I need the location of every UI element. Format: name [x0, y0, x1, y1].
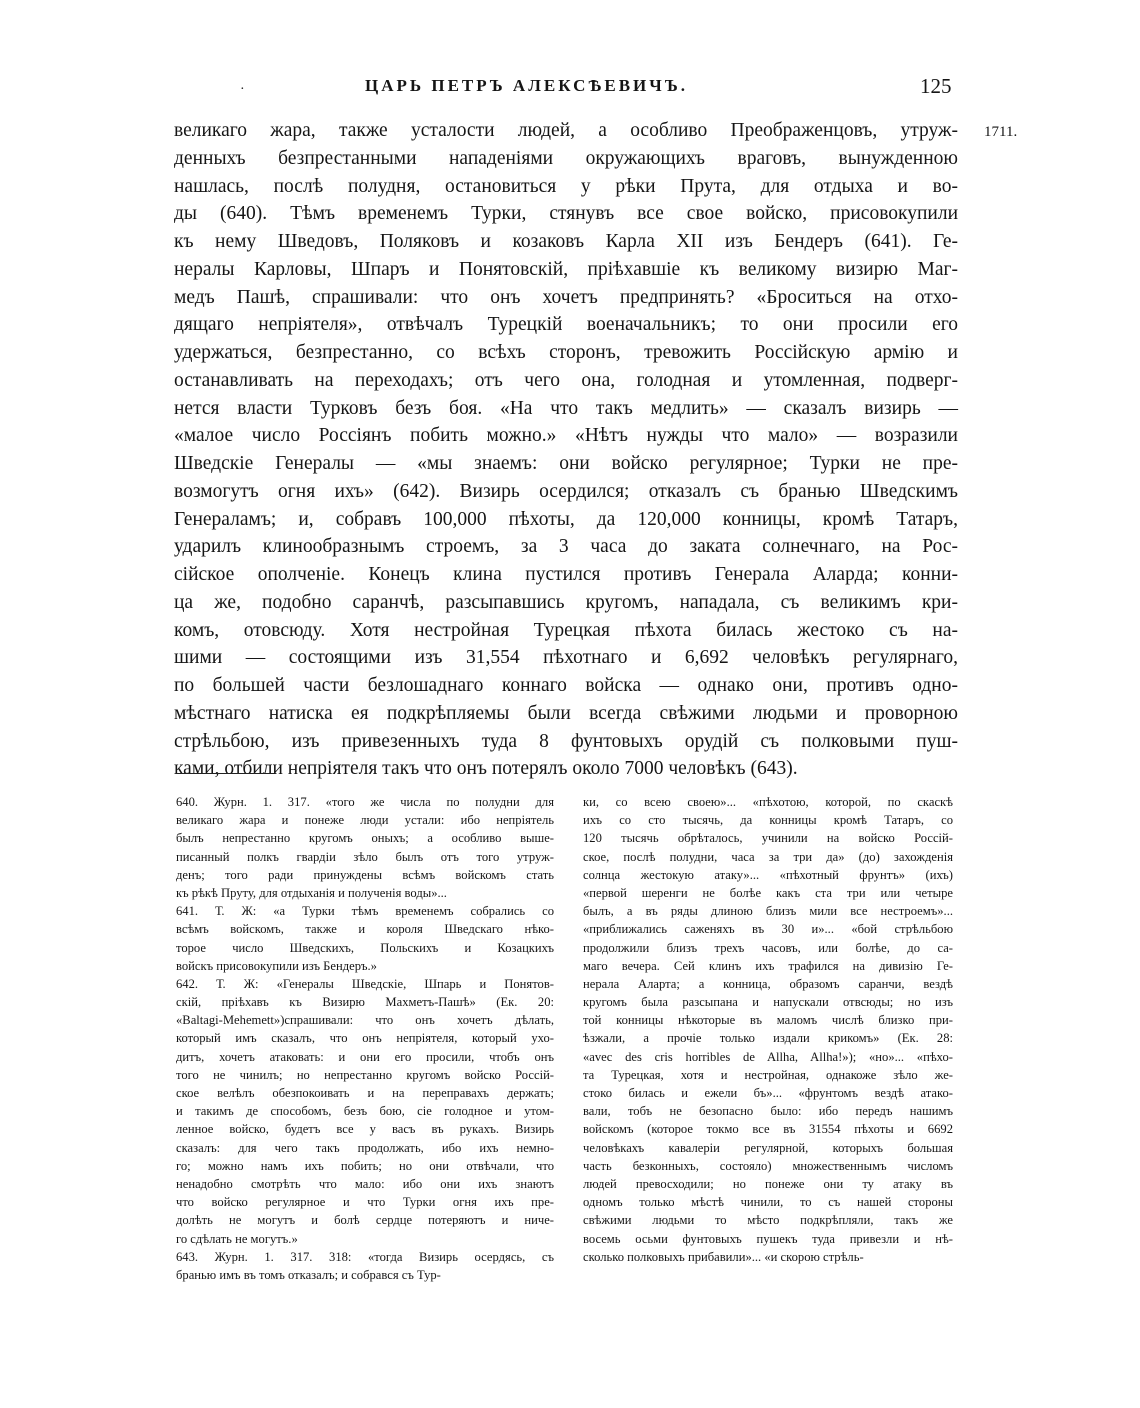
footnote-line: ленное войско, будетъ все у васъ въ рукахъ. Визирь	[176, 1122, 554, 1137]
footnote-line: маго вечера. Сей клинъ ихъ трафился на дивизію Ге-	[583, 958, 953, 973]
footnote-line: что войско регулярное и что Турки огня ихъ пре-	[176, 1195, 554, 1210]
text-line: великаго жара, также усталости людей, а особливо Преображенцовъ, утруж-	[174, 120, 958, 141]
footnote-line: долѣть не могутъ и болѣ сердце потеряютъ и ниче-	[176, 1213, 554, 1228]
footnote-line: 642. Т. Ж: «Генералы Шведскіе, Шпарь и Понятов-	[176, 976, 554, 991]
footnote-line: та Турецкая, хотя и нестройная, однакоже зѣло же-	[583, 1067, 953, 1082]
text-line: ды (640). Тѣмъ временемъ Турки, стянувъ все свое войско, присовокупили	[174, 203, 958, 225]
footnote-line: «avec des cris horribles de Allha, Allha!»); «но»... «пѣхо-	[583, 1049, 953, 1064]
text-line: дящаго непріятеля», отвѣчалъ Турецкій военачальникъ; то они просили его	[174, 314, 958, 336]
text-line: нется власти Турковъ безъ боя. «На что такъ медлить» — сказалъ визирь —	[174, 397, 958, 419]
running-title: ЦАРЬ ПЕТРЪ АЛЕКСѢЕВИЧЪ.	[365, 76, 688, 95]
page-number: 125	[920, 74, 952, 98]
footnote-line: го сдѣлать не могутъ.»	[176, 1231, 298, 1246]
footnote-line: ненадобно смотрѣть что мало: ибо они ихъ знаютъ	[176, 1176, 554, 1191]
footnote-line: солнца жестокую атаку»... «пѣхотный фрунтъ» (ихъ)	[583, 867, 953, 882]
text-line: удержаться, безпрестанно, со всѣхъ сторонъ, тревожить Россійскую армію и	[174, 342, 958, 363]
text-line: возмогутъ огня ихъ» (642). Визирь осердился; отказалъ съ бранью Шведскимъ	[174, 480, 958, 502]
footnote-separator	[176, 773, 274, 774]
text-line: стрѣльбою, изъ привезенныхъ туда 8 фунтовыхъ орудій съ полковыми пуш-	[174, 730, 958, 752]
text-line: денныхъ безпрестанными нападеніями окружающихъ враговъ, вынужденною	[174, 147, 958, 169]
footnote-line: человѣкахъ кавалеріи регулярной, которыхъ большая	[583, 1140, 953, 1155]
footnote-line: великаго жара и понеже люди устали: ибо непріятель	[176, 813, 554, 828]
footnote-line: 640. Журн. 1. 317. «того же числа по полудни для	[176, 795, 554, 809]
main-text-body	[174, 117, 958, 783]
footnote-line: часть безконныхъ, состояло) множественнымъ числомъ	[583, 1158, 953, 1173]
footnote-line: «первой шеренги не болѣе какъ ста три или четыре	[583, 885, 953, 900]
footnote-line: кругомъ была разсыпана и напускали отвсюды; но изъ	[583, 995, 953, 1010]
footnote-line: писанный полкъ гвардіи зѣло былъ отъ того утруж-	[176, 849, 554, 864]
text-line: медъ Пашѣ, спрашивали: что онъ хочетъ предпринять? «Броситься на отхо-	[174, 286, 958, 308]
text-line: ками, отбили непріятеля такъ что онъ потерялъ около 7000 человѣкъ (643).	[174, 758, 798, 780]
text-line: нералы Карловы, Шпаръ и Понятовскій, пріѣхавшіе къ великому визирю Маг-	[174, 258, 958, 280]
footnote-line: людей превосходили; но понеже они ту атаку въ	[583, 1176, 953, 1191]
footnote-line: 643. Журн. 1. 317. 318: «тогда Визирь осердясь, съ	[176, 1249, 554, 1264]
footnote-line: го; можно намъ ихъ побить; но они отвѣчали, что	[176, 1158, 554, 1173]
margin-year: 1711.	[984, 124, 1018, 140]
text-line: къ нему Шведовъ, Поляковъ и козаковъ Карла XII изъ Бендеръ (641). Ге-	[174, 231, 958, 252]
text-line: останавливать на переходахъ; отъ чего она, голодная и утомленная, подверг-	[174, 369, 958, 391]
footnote-line: былъ непрестанно кругомъ оныхъ; а особливо выше-	[176, 831, 554, 846]
footnote-line: 641. Т. Ж: «а Турки тѣмъ временемъ собрались со	[176, 904, 554, 919]
footnote-line: одномъ только мѣстѣ чинили, то съ нашей стороны	[583, 1195, 953, 1210]
footnote-line: скій, пріѣхавъ къ Визирю Махметъ-Пашѣ» (Ек. 20:	[176, 995, 554, 1010]
text-line: шими — состоящими изъ 31,554 пѣхотнаго и 6,692 человѣкъ регулярнаго,	[174, 647, 958, 669]
text-line: мѣстнаго натиска ея подкрѣпляемы были всегда свѣжими людьми и проворною	[174, 702, 958, 724]
text-line: ударилъ клинообразнымъ строемъ, за 3 часа до заката солнечнаго, на Рос-	[174, 536, 958, 558]
footnote-line: и такимъ де способомъ, безъ бою, сіе голодное и утом-	[176, 1104, 554, 1119]
footnote-line: того не чинилъ; но непрестанно кругомъ войско Россій-	[176, 1067, 554, 1082]
footnote-line: вали, тобъ не безопасно было: ибо передъ нашимъ	[583, 1104, 953, 1119]
footnotes-right-column	[583, 793, 953, 1266]
footnote-line: ки, со всею своею»... «пѣхотою, которой, по скаскѣ	[583, 795, 953, 809]
footnote-line: ихъ со сто тысячь, да конницы кромѣ Татаръ, со	[583, 813, 953, 828]
footnote-line: войскомъ (которое токмо все въ 31554 пѣхоты и 6692	[583, 1122, 953, 1137]
text-line: «малое число Россіянъ побить можно.» «Нѣтъ нужды что мало» — возразили	[174, 425, 958, 447]
footnote-line: торое число Шведскихъ, Польскихъ и Козацкихъ	[176, 940, 554, 955]
footnote-line: «приближались саженяхъ въ 30 и»... «бой стрѣльбою	[583, 922, 953, 937]
footnote-line: продолжили близъ трехъ часовъ, или болѣе, до са-	[583, 940, 953, 955]
footnote-line: сколько полковыхъ прибавили»... «и скорою стрѣль-	[583, 1249, 864, 1264]
text-line: комъ, отовсюду. Хотя нестройная Турецкая пѣхота билась жестоко съ на-	[174, 619, 958, 641]
text-line: по большей части безлошаднаго коннаго войска — однако они, противъ одно-	[174, 675, 958, 696]
text-line: ца же, подобно саранчѣ, разсыпавшись кругомъ, нападала, съ великимъ кри-	[174, 591, 958, 613]
footnote-line: ское велѣлъ обезпокоивать и на переправахъ держать;	[176, 1086, 554, 1100]
header-dot: ·	[240, 82, 245, 97]
footnote-line: той конницы нѣкоторые въ маломъ числѣ близко при-	[583, 1013, 953, 1028]
footnote-line: восемь осьми фунтовыхъ пушекъ туда привезли и нѣ-	[583, 1231, 953, 1246]
footnote-line: «Baltagi-Mehemett»)спрашивали: что онъ хочетъ дѣлать,	[176, 1013, 554, 1028]
footnote-line: свѣжими людьми то мѣсто подкрѣпляли, такъ же	[583, 1213, 953, 1228]
footnotes-left-column	[176, 793, 554, 1284]
footnote-line: ѣзжали, а прочіе только издали крикомъ» (Ек. 28:	[583, 1031, 953, 1046]
footnote-line: бранью имъ въ томъ отказалъ; и собрався съ Тур-	[176, 1267, 441, 1282]
footnote-line: нерала Аларта; а конница, образомъ саранчи, вездѣ	[583, 976, 953, 991]
footnote-line: сказалъ: для чего такъ продолжать, ибо ихъ немно-	[176, 1140, 554, 1155]
footnote-line: который имъ сказалъ, что онъ непріятеля, который ухо-	[176, 1031, 554, 1046]
footnote-line: былъ, а въ ряды длиною близъ мили все нестроемъ»...	[583, 904, 953, 919]
text-line: Генераламъ; и, собравъ 100,000 пѣхоты, да 120,000 конницы, кромѣ Татаръ,	[174, 508, 958, 530]
footnote-line: денъ; того ради принуждены всѣмъ войскомъ стать	[176, 867, 554, 882]
footnote-line: стоко билась и ежели бъ»... «фрунтомъ вездѣ атако-	[583, 1086, 953, 1100]
text-line: Шведскіе Генералы — «мы знаемъ: они войско регулярное; Турки не пре-	[174, 453, 958, 474]
text-line: нашлась, послѣ полудня, остановиться у рѣки Прута, для отдыха и во-	[174, 175, 958, 197]
footnote-line: войскъ присовокупили изъ Бендеръ.»	[176, 958, 377, 973]
footnote-line: къ рѣкѣ Пруту, для отдыханія и полученія воды»...	[176, 885, 447, 900]
footnote-line: ское, послѣ полудни, часа за три да» (до) захожденія	[583, 849, 953, 864]
footnote-line: дитъ, хочетъ атаковать: и они его просили, чтобъ онъ	[176, 1049, 554, 1064]
footnote-line: всѣмъ войскомъ, также и короля Шведскаго нѣко-	[176, 922, 554, 937]
footnote-line: 120 тысячь обрѣталось, учинили на войско Россій-	[583, 831, 953, 846]
text-line: сійское ополченіе. Конецъ клина пустился противъ Генерала Аларда; конни-	[174, 564, 958, 585]
